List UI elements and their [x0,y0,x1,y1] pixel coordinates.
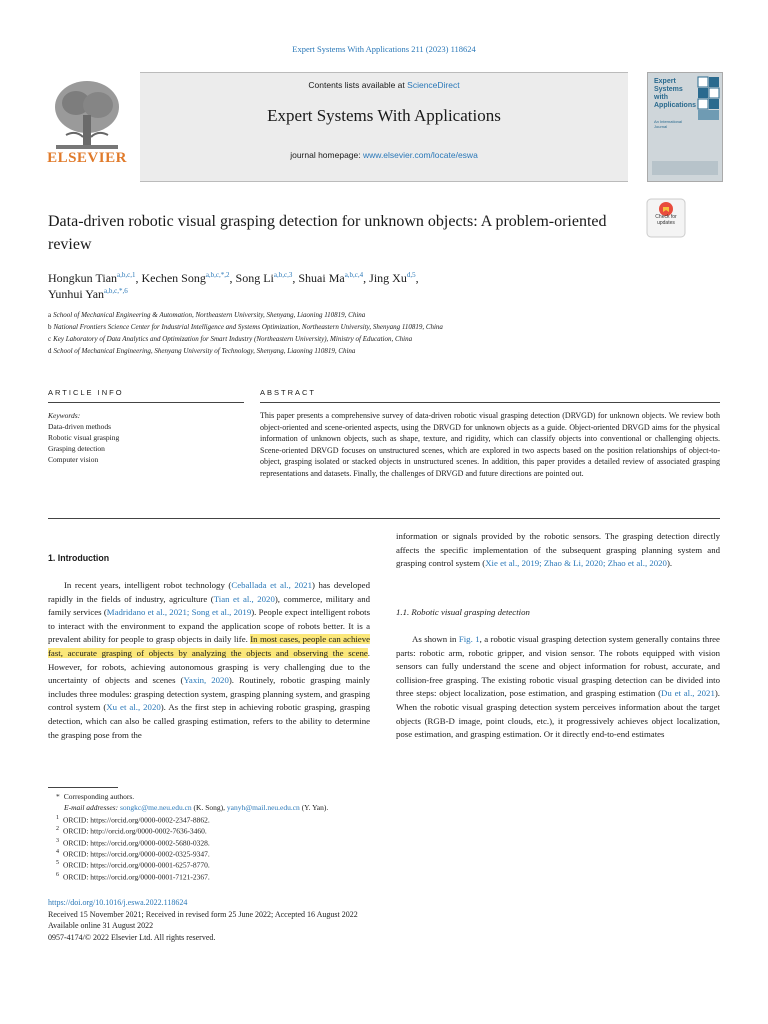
cover-subtitle: An International Journal [654,119,683,129]
abstract-text: This paper presents a comprehensive survey of data-driven robotic visual grasping detection (DRVGD) for unknown objects. We review both object-oriented and scene-oriented aspects, using the DRVGD for unknown objects as a guide. Object-oriented DRVGD aims for the physical information of unknown objects, such as shape, texture, and rigidity, which can classify objects into conventional or challenging objects. Scene-oriented DRVGD focuses on unstructured scenes, which are explored in two aspects based on the position relationships of object-to-object, grasping isolated or stacked objects in unstructured scenes. In addition, this paper provides a detailed review of associated grasping representations and datasets. Finally, the challenges of DRVGD and future directions are pointed out. [260,411,720,478]
received-dates: Received 15 November 2021; Received in revised form 25 June 2022; Accepted 16 August 2022 [48,910,358,919]
citation-link[interactable]: Xu et al., 2020 [106,702,161,713]
footnote-number: 4 [56,848,59,855]
keyword-item: Computer vision [48,455,99,464]
article-info-heading: ARTICLE INFO [48,388,124,397]
author-affiliation-marks[interactable]: a,b,c,1 [117,271,136,279]
orcid-text[interactable]: ORCID: https://orcid.org/0000-0002-2347-8862. [63,815,210,825]
article-info-rule [48,402,244,403]
abstract-rule [260,402,720,403]
citation-link[interactable]: Tian et al., 2020 [213,593,275,604]
orcid-text[interactable]: ORCID: https://orcid.org/0000-0001-6257-8770. [63,860,210,870]
intro-paragraph: In recent years, intelligent robot technology (Ceballada et al., 2021) has developed rapidly in the fields of industry, agriculture (Tian et al., 2020), commerce, military and family services (Madridano et al., 2021; Song et al., 2019). People expect intelligent robots to interact with the environment to expand the application scope of robots better. It is a prevalent ability for people to grasp objects in daily life. In most cases, people can achieve fast, accurate grasping of objects by analyzing the objects and observing the scene. However, for robots, achieving autonomous grasping is very challenging due to the uncertainty of objects and scenes (Yaxin, 2020). Routinely, robotic grasping mainly includes three modules: grasping detection system, grasping planning system, and grasping control system (Xu et al., 2020). As the first step in achieving robotic grasping, grasping detection, which can also be called grasping estimation, refers to the ability to determine the grasping pose from the [48,580,371,740]
author-affiliation-marks[interactable]: d,5 [406,271,416,279]
contents-line [140,80,628,90]
orcid-text[interactable]: ORCID: http://orcid.org/0000-0002-7636-3460. [63,826,207,836]
author-affiliation-marks[interactable]: a,b,c,4 [344,271,364,279]
citation-link[interactable]: Du et al., 2021 [661,688,715,699]
subsection-heading: 1.1. Robotic visual grasping detection [396,607,530,617]
highlighted-text[interactable]: In most cases, people can achieve fast, accurate grasping of objects by analyzing the objects and observing the scene [48,634,370,658]
citation-link[interactable]: Ceballada et al., 2021 [231,580,312,590]
footnote-orcid [56,870,210,883]
affiliation-a: a School of Mechanical Engineering & Automation, Northeastern University, Shenyang, Liaoning 110819, China [48,311,366,319]
cover-title: Expert Systems with Applications [654,78,697,109]
orcid-text[interactable]: ORCID: https://orcid.org/0000-0002-0325-9347. [63,849,210,859]
abstract-heading: ABSTRACT [260,388,317,397]
homepage-link[interactable]: www.elsevier.com/locate/eswa [363,150,478,160]
author-affiliation-marks[interactable]: a,b,c,3 [273,271,293,279]
contents-prefix: Contents lists available at [308,80,405,90]
footnote-corresponding: * Corresponding authors. [56,792,135,801]
right-column-paragraph-2: As shown in Fig. 1, a robotic visual grasping detection system generally contains three parts: robotic arm, robotic gripper, and vision sensor. The robots equipped with vision sensors can fully understand the scene and object information for robust, accurate, and collision-free grasping. The existing robotic visual grasping detection can be divided into three steps: object localization, pose estimation, and grasping estimation (Du et al., 2021). When the robotic visual grasping detection system perceives information about the target objects (RGB-D image, point clouds, etc.), it progressively achieves object localization, pose estimation, and grasping estimation. Or it directly end-to-end estimates [396,634,720,740]
affiliation-b: b National Frontiers Science Center for Industrial Intelligence and Systems Optimization, Northeastern University, Shenyang 110819, China [48,323,443,331]
footnote-number: 3 [56,837,59,844]
footnote-emails: E-mail addresses: songkc@me.neu.edu.cn (K. Song), yanyh@mail.neu.edu.cn (Y. Yan). [64,803,329,812]
section-heading-introduction: 1. Introduction [48,553,110,563]
author-affiliation-marks[interactable]: a,b,c,*,2 [205,271,230,279]
available-online: Available online 31 August 2022 [48,921,154,930]
asterisk-icon: * [56,792,60,801]
author-separator: , [229,271,236,285]
author-name: Kechen Song [141,271,206,285]
journal-reference[interactable]: Expert Systems With Applications 211 (2023) 118624 [292,44,476,54]
sciencedirect-link[interactable]: ScienceDirect [407,80,460,90]
journal-title: Expert Systems With Applications [267,106,501,125]
keyword-item: Grasping detection [48,444,105,453]
check-for-updates-label: Check for updates [655,214,677,226]
keyword-item: Data-driven methods [48,422,112,431]
keyword-item: Robotic visual grasping [48,433,120,442]
affiliation-d: d School of Mechanical Engineering, Shenyang University of Technology, Shenyang, Liaoning 110819, China [48,347,356,355]
author-name: Song Li [235,271,274,285]
figure-link[interactable]: Fig. 1 [458,634,480,644]
homepage-line [140,150,628,160]
homepage-prefix: journal homepage: [290,150,361,160]
author-affiliation-marks[interactable]: a,b,c,*,6 [104,287,128,295]
author-separator: , [363,271,370,285]
keywords-label: Keywords: [48,411,81,420]
footnote-rule [48,787,118,788]
citation-link[interactable]: Xie et al., 2019; Zhao & Li, 2020; Zhao et al., 2020 [485,558,667,569]
author-separator: , [135,271,142,285]
footnote-number: 5 [56,860,59,867]
abstract-end-rule [48,518,720,519]
doi-link[interactable]: https://doi.org/10.1016/j.eswa.2022.118624 [48,898,188,907]
orcid-text[interactable]: ORCID: https://orcid.org/0000-0002-5680-0328. [63,838,210,848]
publisher-wordmark: ELSEVIER [47,150,127,166]
right-column-paragraph-1: information or signals provided by the robotic sensors. The grasping detection directly affects the specific implementation of the subsequent grasping planning system and grasping control system (Xie et al., 2019; Zhao & Li, 2020; Zhao et al., 2020). [396,531,720,569]
affiliation-c: c Key Laboratory of Data Analytics and Optimization for Smart Industry (Northeastern University), Ministry of Education, China [48,335,413,343]
citation-link[interactable]: Madridano et al., 2021; Song et al., 2019 [106,607,252,618]
author-separator: , [292,271,299,285]
author-separator: , [415,271,419,285]
orcid-text[interactable]: ORCID: https://orcid.org/0000-0001-7121-2367. [63,872,210,881]
email-link[interactable]: songkc@me.neu.edu.cn [119,803,192,812]
footnote-number: 6 [56,871,59,878]
author-name: Hongkun Tian [48,271,118,285]
article-title: Data-driven robotic visual grasping detection for unknown objects: A problem-oriented review [48,213,607,253]
author-name: Shuai Ma [298,271,345,285]
footnote-number: 2 [56,826,59,833]
author-name: Yunhui Yan [48,287,105,301]
author-list [48,270,688,302]
footnote-number: 1 [56,815,59,821]
email-link[interactable]: yanyh@mail.neu.edu.cn [226,803,300,812]
copyright: 0957-4174/© 2022 Elsevier Ltd. All rights reserved. [48,933,216,942]
citation-link[interactable]: Yaxin, 2020 [183,675,229,686]
author-name: Jing Xu [369,271,407,285]
